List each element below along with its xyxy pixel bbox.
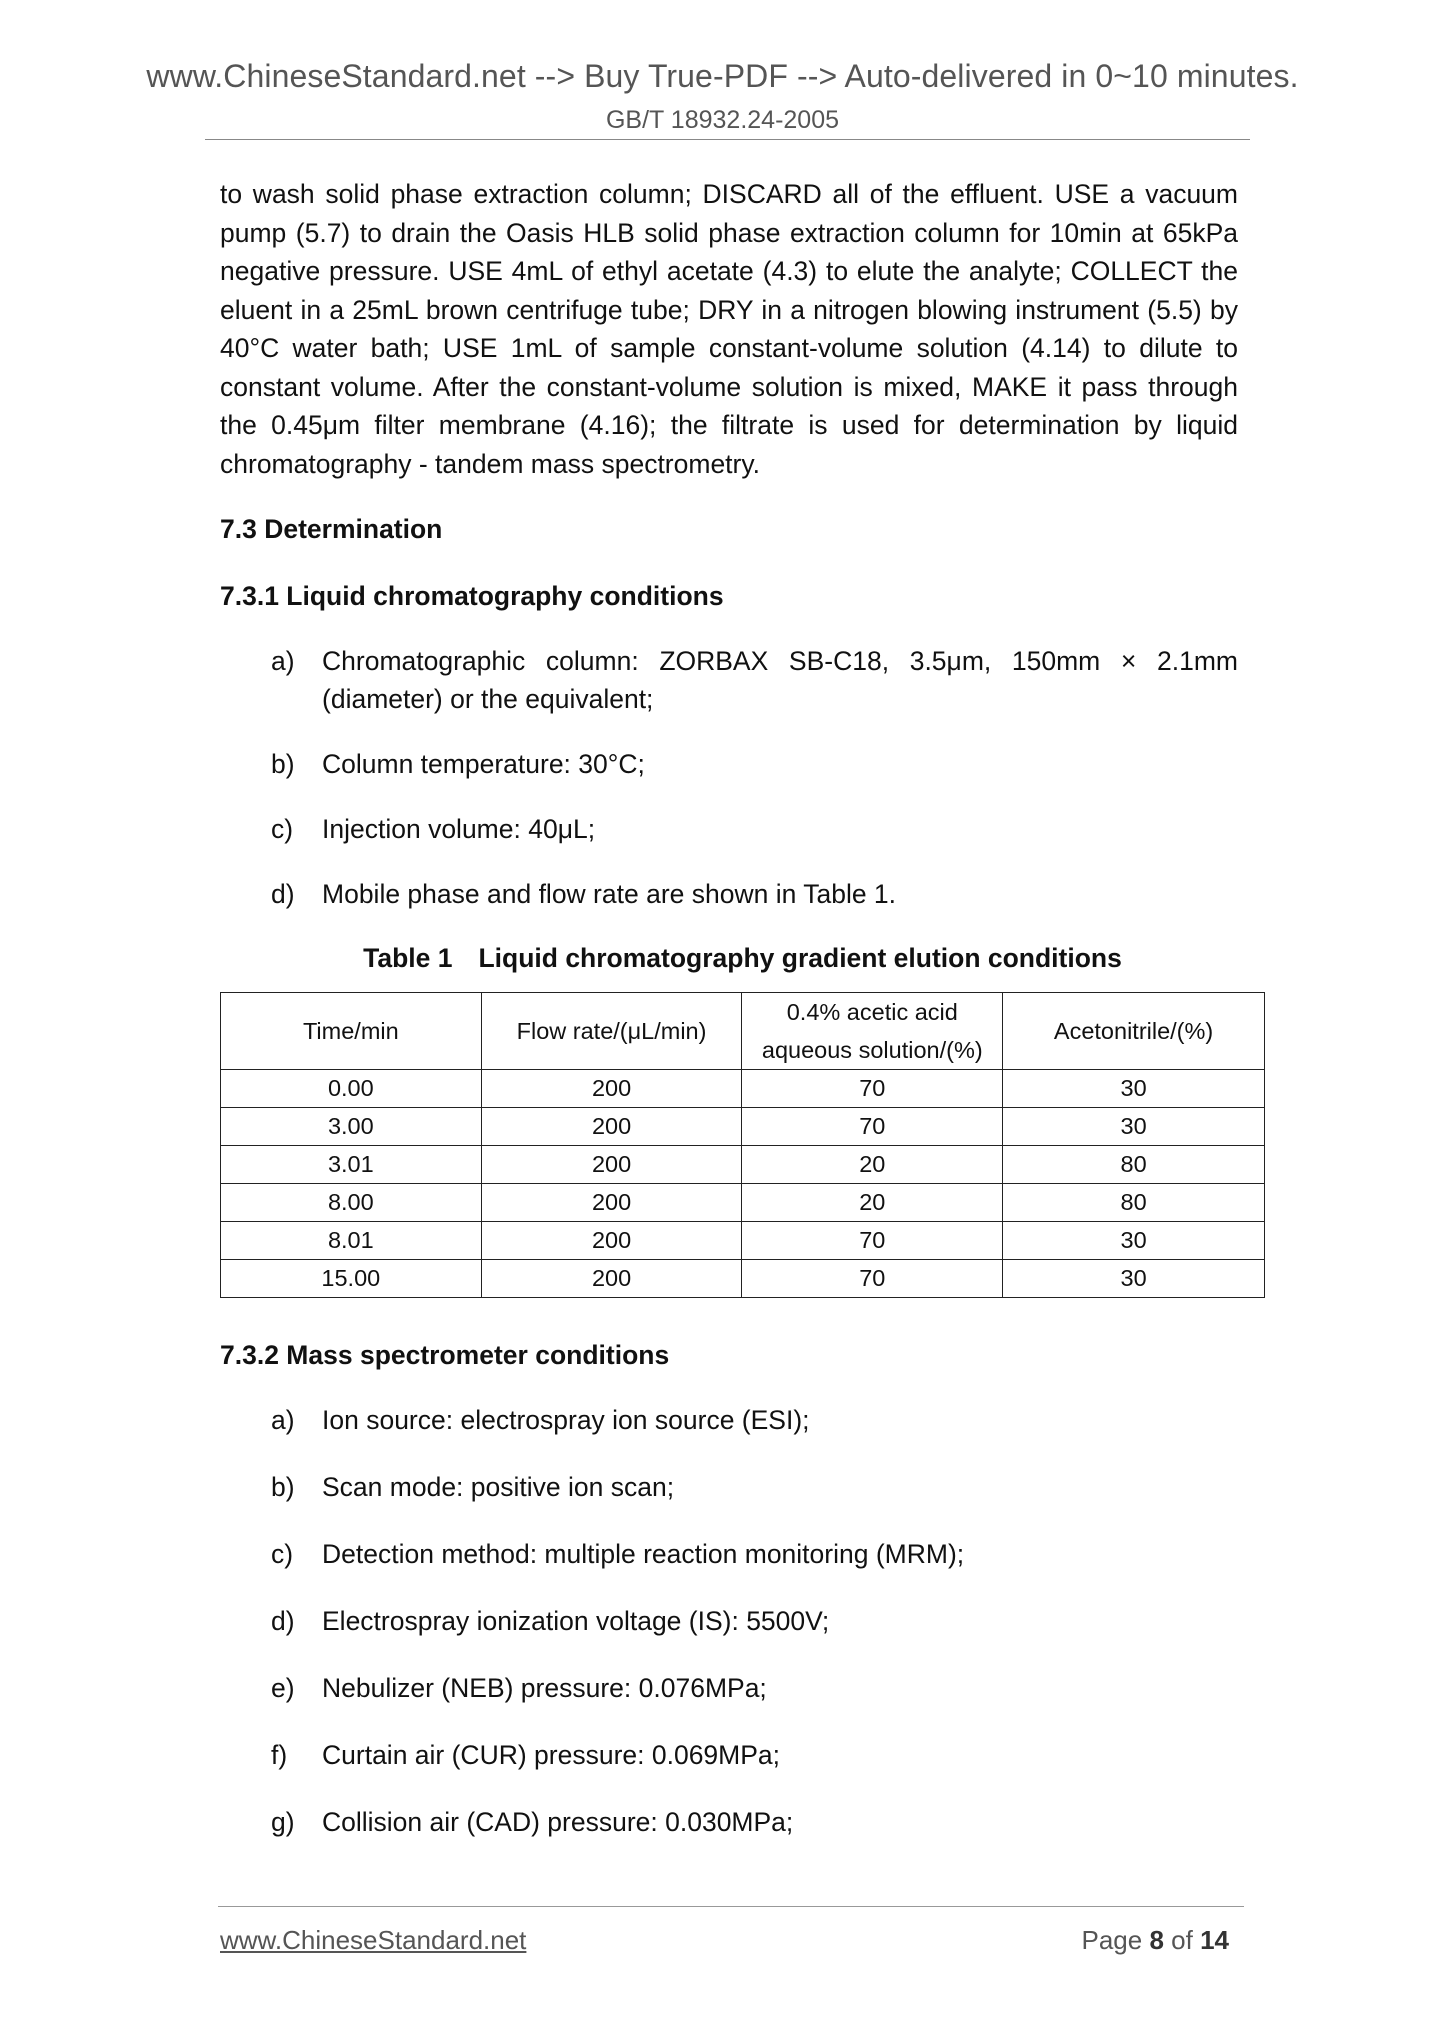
list-item-label: c): [271, 1539, 294, 1569]
table-row: [221, 1070, 1265, 1108]
list-item-text: Detection method: multiple reaction monitoring (MRM);: [322, 1539, 965, 1569]
table-cell: 200: [481, 1260, 742, 1298]
table-row: [221, 1184, 1265, 1222]
column-header-flow-rate: Flow rate/(μL/min): [481, 993, 742, 1070]
list-item-label: a): [271, 1405, 295, 1435]
list-item-label: b): [271, 749, 295, 779]
table-cell: 3.00: [221, 1108, 482, 1146]
list-item-label: d): [271, 1606, 295, 1636]
page-content: [220, 175, 1238, 973]
list-item-text: Curtain air (CUR) pressure: 0.069MPa;: [322, 1740, 781, 1770]
list-item-label: c): [271, 814, 294, 844]
page-total: 14: [1200, 1925, 1229, 1955]
list-item-label: d): [271, 879, 295, 909]
column-header-acetic-acid-line2: aqueous solution/(%): [761, 1037, 983, 1063]
table-cell: 15.00: [221, 1260, 482, 1298]
table-cell: 8.00: [221, 1184, 482, 1222]
page-of: of: [1171, 1925, 1193, 1955]
table-cell: 30: [1003, 1260, 1265, 1298]
list-item-text: Column temperature: 30°C;: [322, 749, 645, 779]
table-row: [221, 1222, 1265, 1260]
table-cell: 30: [1003, 1070, 1265, 1108]
table-cell: 200: [481, 1146, 742, 1184]
mass-spec-section: [220, 1338, 1238, 1841]
table-cell: 200: [481, 1222, 742, 1260]
list-item: [220, 1669, 1238, 1707]
table-cell: 3.01: [221, 1146, 482, 1184]
column-header-acetic-acid: [742, 993, 1003, 1070]
table-caption: [220, 943, 1265, 973]
list-item-label: f): [271, 1740, 288, 1770]
table-cell: 20: [742, 1184, 1003, 1222]
list-item-text: Ion source: electrospray ion source (ESI);: [322, 1405, 810, 1435]
list-item-text: Chromatographic column: ZORBAX SB-C18, 3.5μm, 150mm × 2.1mm (diameter) or the equivalent;: [322, 646, 1238, 714]
standard-number: GB/T 18932.24-2005: [605, 106, 840, 134]
list-item: [220, 1468, 1238, 1506]
table-cell: 200: [481, 1070, 742, 1108]
table-row: [221, 1260, 1265, 1298]
list-item-text: Nebulizer (NEB) pressure: 0.076MPa;: [322, 1673, 767, 1703]
table-cell: 70: [742, 1222, 1003, 1260]
header-divider: [205, 139, 1250, 140]
list-item-label: b): [271, 1472, 295, 1502]
table-cell: 200: [481, 1108, 742, 1146]
table-cell: 8.01: [221, 1222, 482, 1260]
column-header-time: Time/min: [221, 993, 482, 1070]
table-cell: 200: [481, 1184, 742, 1222]
list-item: [220, 1803, 1238, 1841]
list-item-label: g): [271, 1807, 295, 1837]
footer-divider: [218, 1906, 1244, 1907]
list-item: [220, 810, 1238, 848]
table-cell: 0.00: [221, 1070, 482, 1108]
header-banner: www.ChineseStandard.net --> Buy True-PDF --> Auto-delivered in 0~10 minutes.: [146, 58, 1299, 94]
list-item-text: Mobile phase and flow rate are shown in Table 1.: [322, 879, 897, 909]
list-item: [220, 1535, 1238, 1573]
table-header-row: [221, 993, 1265, 1070]
list-item: [220, 1602, 1238, 1640]
footer-site-link[interactable]: www.ChineseStandard.net: [220, 1925, 527, 1955]
page-current: 8: [1149, 1925, 1164, 1955]
table-row: [221, 1108, 1265, 1146]
list-item-label: a): [271, 646, 295, 676]
intro-paragraph: to wash solid phase extraction column; DISCARD all of the effluent. USE a vacuum pump (5.7) to drain the Oasis HLB solid phase extraction column for 10min at 65kPa negative pressure. USE 4mL of ethyl acetate (4.3) to elute the analyte; COLLECT the eluent in a 25mL brown centrifuge tube; DRY in a nitrogen blowing instrument (5.5) by 40°C water bath; USE 1mL of sample constant-volume solution (4.14) to dilute to constant volume. After the constant-volume solution is mixed, MAKE it pass through the 0.45μm filter membrane (4.16); the filtrate is used for determination by liquid chromatography - tandem mass spectrometry.: [220, 179, 1238, 479]
table-cell: 30: [1003, 1108, 1265, 1146]
list-item: [220, 875, 1238, 913]
table-cell: 20: [742, 1146, 1003, 1184]
gradient-table: [220, 992, 1265, 1298]
table-cell: 80: [1003, 1184, 1265, 1222]
page-indicator: [1081, 1925, 1229, 1956]
table-cell: 30: [1003, 1222, 1265, 1260]
table-cell: 70: [742, 1108, 1003, 1146]
list-item-label: e): [271, 1673, 295, 1703]
page-prefix: Page: [1081, 1925, 1143, 1955]
list-item-text: Collision air (CAD) pressure: 0.030MPa;: [322, 1807, 794, 1837]
list-item-text: Scan mode: positive ion scan;: [322, 1472, 675, 1502]
list-item: [220, 745, 1238, 783]
table-cell: 80: [1003, 1146, 1265, 1184]
table-row: [221, 1146, 1265, 1184]
list-item-text: Injection volume: 40μL;: [322, 814, 596, 844]
section-heading-7-3-1: 7.3.1 Liquid chromatography conditions: [220, 581, 724, 611]
table-cell: 70: [742, 1070, 1003, 1108]
section-heading-7-3-2: 7.3.2 Mass spectrometer conditions: [220, 1340, 670, 1370]
list-item: [220, 1401, 1238, 1439]
list-item: [220, 1736, 1238, 1774]
column-header-acetonitrile: Acetonitrile/(%): [1003, 993, 1265, 1070]
list-item: [220, 642, 1238, 718]
table-caption-title: Liquid chromatography gradient elution conditions: [478, 943, 1122, 973]
table-caption-number: Table 1: [363, 943, 453, 973]
section-heading-7-3: 7.3 Determination: [220, 514, 443, 544]
list-item-text: Electrospray ionization voltage (IS): 5500V;: [322, 1606, 830, 1636]
column-header-acetic-acid-line1: 0.4% acetic acid: [786, 999, 958, 1025]
table-cell: 70: [742, 1260, 1003, 1298]
